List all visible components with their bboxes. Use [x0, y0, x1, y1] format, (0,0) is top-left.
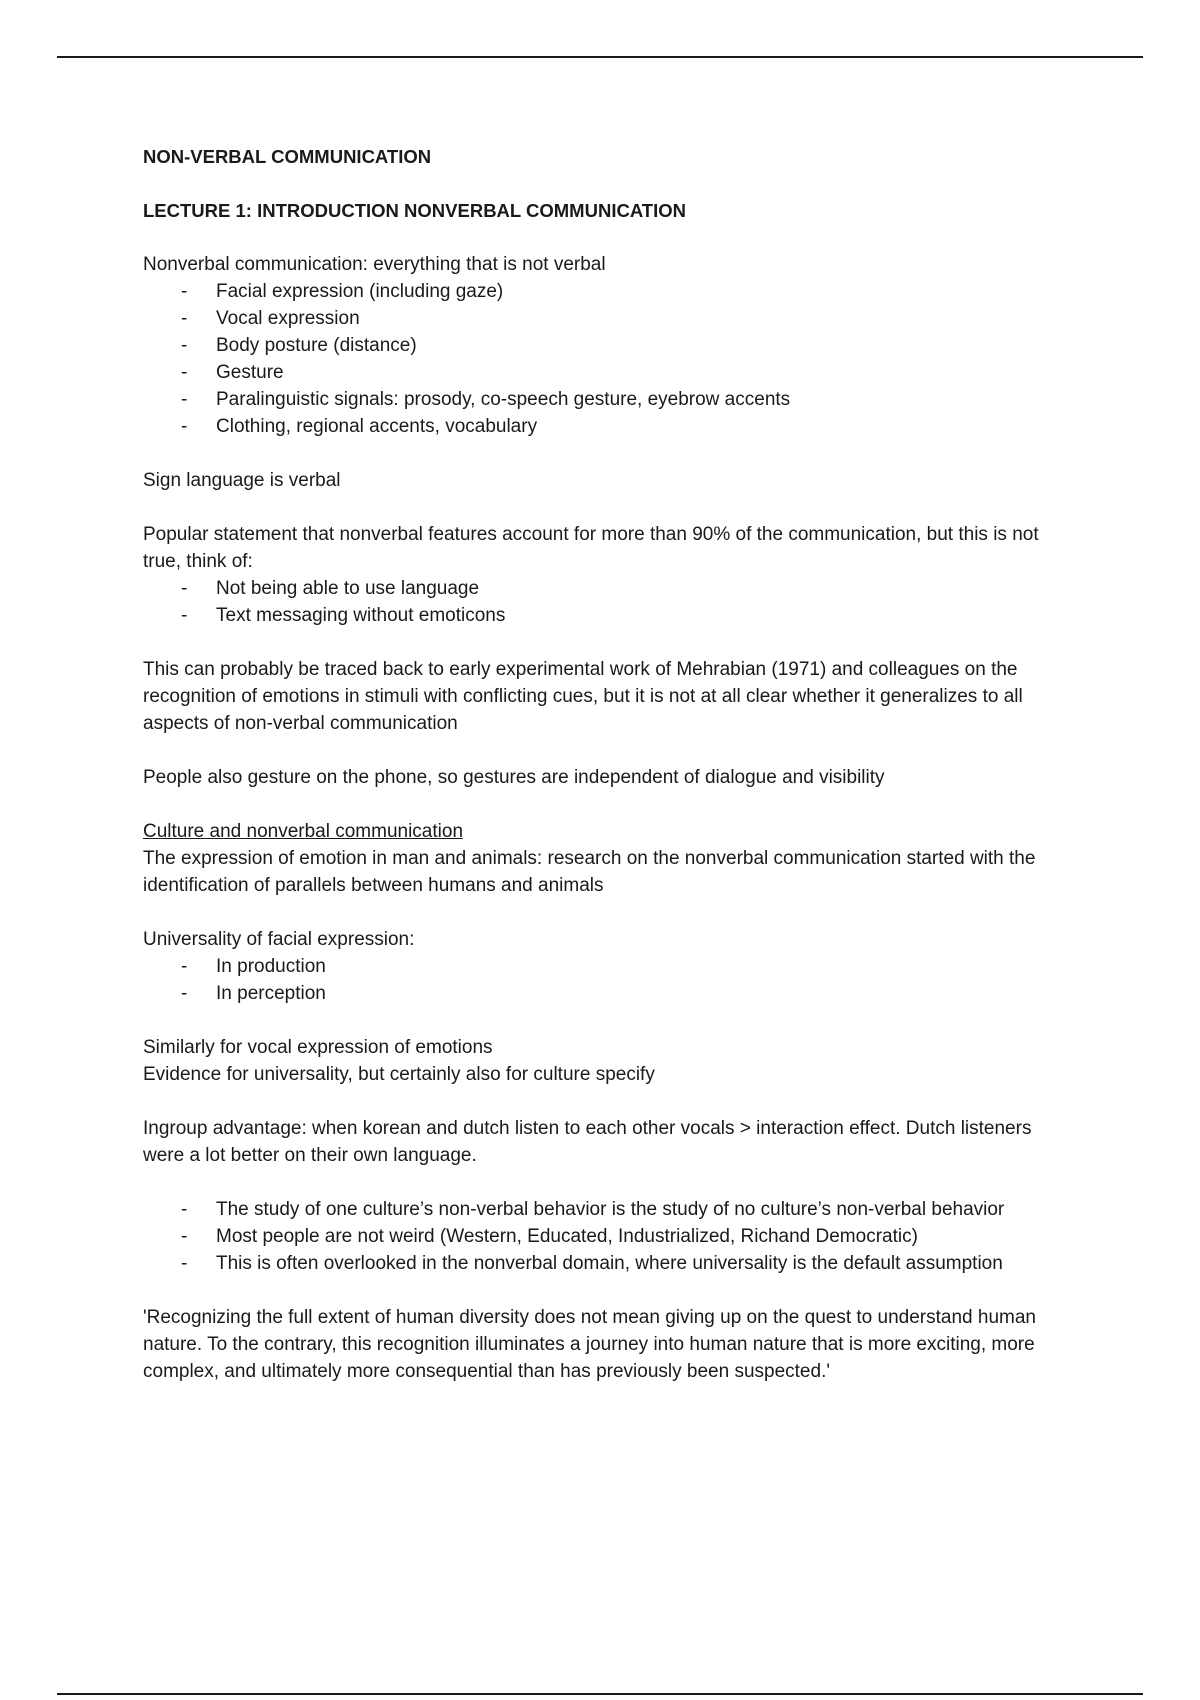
vocal-line-1: Similarly for vocal expression of emotions — [143, 1037, 493, 1058]
bottom-rule — [57, 1693, 1143, 1695]
popular-statement-list — [143, 575, 1073, 629]
list-item: - Facial expression (including gaze) — [143, 278, 1073, 305]
list-item: - Vocal expression — [143, 305, 1073, 332]
ingroup-paragraph: Ingroup advantage: when korean and dutch listen to each other vocals > interaction effect. Dutch listeners were a lot better on their own language. — [143, 1118, 1032, 1166]
list-item: - Gesture — [143, 359, 1073, 386]
list-item: - Body posture (distance) — [143, 332, 1073, 359]
list-item: - Most people are not weird (Western, Educated, Industrialized, Richand Democratic) — [143, 1223, 1073, 1250]
popular-statement-paragraph: Popular statement that nonverbal features account for more than 90% of the communication, but this is not true, think of: — [143, 524, 1039, 572]
weird-list — [143, 1196, 1073, 1277]
lecture-heading: LECTURE 1: INTRODUCTION NONVERBAL COMMUNICATION — [143, 200, 686, 221]
list-item: - In perception — [143, 980, 1073, 1007]
culture-subheading: Culture and nonverbal communication — [143, 821, 464, 842]
universality-list — [143, 953, 1073, 1007]
sign-language-paragraph: Sign language is verbal — [143, 470, 341, 491]
list-item: - Not being able to use language — [143, 575, 1073, 602]
list-item: - Text messaging without emoticons — [143, 602, 1073, 629]
intro-paragraph: Nonverbal communication: everything that is not verbal — [143, 254, 606, 275]
document-body — [143, 143, 1073, 1385]
vocal-line-2: Evidence for universality, but certainly also for culture specify — [143, 1064, 655, 1085]
universality-paragraph: Universality of facial expression: — [143, 929, 415, 950]
intro-list — [143, 278, 1073, 440]
phone-gesture-paragraph: People also gesture on the phone, so gestures are independent of dialogue and visibility — [143, 767, 885, 788]
list-item: - The study of one culture’s non-verbal behavior is the study of no culture’s non-verbal behavior — [143, 1196, 1073, 1223]
list-item: - This is often overlooked in the nonverbal domain, where universality is the default assumption — [143, 1250, 1073, 1277]
culture-paragraph: The expression of emotion in man and animals: research on the nonverbal communication started with the identification of parallels between humans and animals — [143, 848, 1036, 896]
quote-paragraph: 'Recognizing the full extent of human diversity does not mean giving up on the quest to understand human nature. To the contrary, this recognition illuminates a journey into human nature that is more exciting, more complex, and ultimately more consequential than has previously been suspected.' — [143, 1307, 1036, 1382]
mehrabian-paragraph: This can probably be traced back to early experimental work of Mehrabian (1971) and colleagues on the recognition of emotions in stimuli with conflicting cues, but it is not at all clear whether it generalizes to all aspects of non-verbal communication — [143, 659, 1023, 734]
list-item: - Paralinguistic signals: prosody, co-speech gesture, eyebrow accents — [143, 386, 1073, 413]
list-item: - In production — [143, 953, 1073, 980]
list-item: - Clothing, regional accents, vocabulary — [143, 413, 1073, 440]
top-rule — [57, 56, 1143, 58]
document-title: NON-VERBAL COMMUNICATION — [143, 146, 432, 167]
